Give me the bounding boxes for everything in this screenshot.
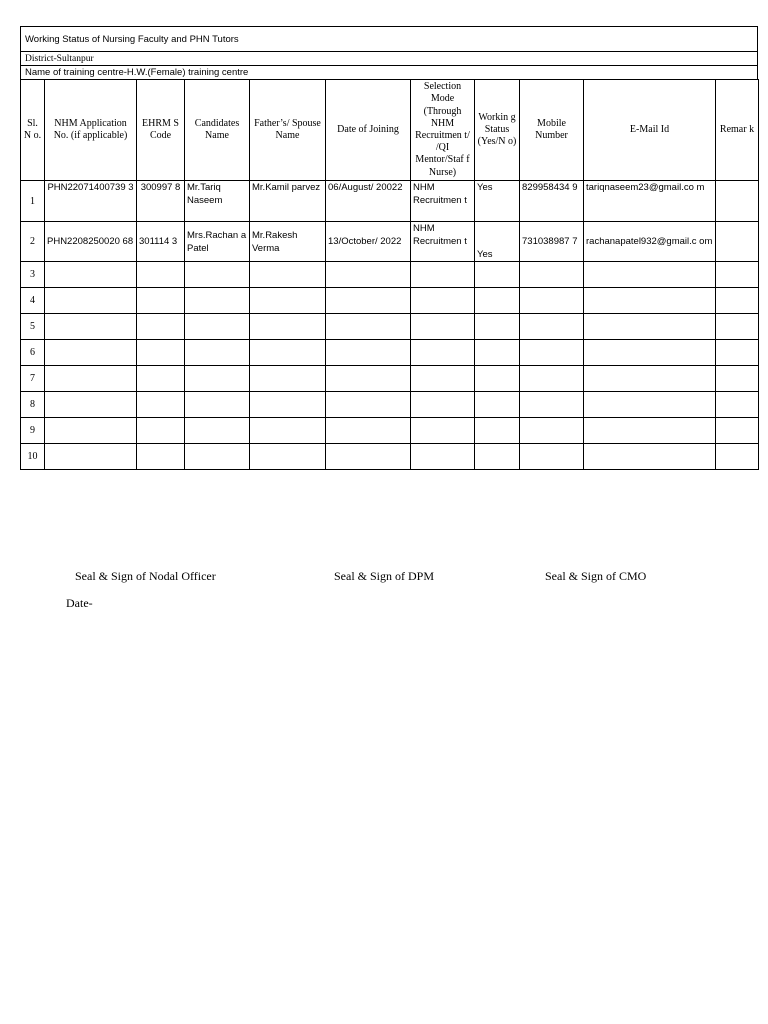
col-header-father-spouse-name: Father’s/ Spouse Name bbox=[250, 80, 326, 181]
table-row bbox=[21, 288, 759, 314]
cell-date-of-joining: 13/October/ 2022 bbox=[326, 222, 411, 262]
col-header-date-of-joining: Date of Joining bbox=[326, 80, 411, 181]
cell-sl-no: 1 bbox=[21, 181, 45, 222]
cell-ehrms-code: 301114 3 bbox=[137, 222, 185, 262]
table-row bbox=[21, 181, 759, 222]
col-header-candidate-name: Candidates Name bbox=[185, 80, 250, 181]
col-header-application-no: NHM Application No. (if applicable) bbox=[45, 80, 137, 181]
district-label: District-Sultanpur bbox=[20, 51, 758, 65]
cell-sl-no: 2 bbox=[21, 222, 45, 262]
cell-remark bbox=[716, 181, 759, 222]
col-header-mobile-number: Mobile Number bbox=[520, 80, 584, 181]
col-header-selection-mode: Selection Mode (Through NHM Recruitmen t/ /QI Mentor/Staf f Nurse) bbox=[411, 80, 475, 181]
table-row bbox=[21, 340, 759, 366]
cmo-signature-label: Seal & Sign of CMO bbox=[545, 569, 647, 583]
cell-mobile-number: 829958434 9 bbox=[520, 181, 584, 222]
col-header-email-id: E-Mail Id bbox=[584, 80, 716, 181]
col-header-remark: Remar k bbox=[716, 80, 759, 181]
cell-application-no: PHN2208250020 68 bbox=[45, 222, 137, 262]
table-row bbox=[21, 444, 759, 470]
report-sheet bbox=[20, 26, 758, 470]
cell-father-name: Mr.Kamil parvez bbox=[250, 181, 326, 222]
table-row bbox=[21, 262, 759, 288]
cell-application-no: PHN22071400739 3 bbox=[45, 181, 137, 222]
faculty-status-table bbox=[20, 79, 759, 470]
table-row bbox=[21, 392, 759, 418]
cell-working-status: Yes bbox=[475, 222, 520, 262]
cell-working-status: Yes bbox=[475, 181, 520, 222]
date-label: Date- bbox=[66, 596, 93, 610]
cell-sl-no: 10 bbox=[21, 444, 45, 470]
cell-sl-no: 9 bbox=[21, 418, 45, 444]
cell-remark bbox=[716, 222, 759, 262]
cell-sl-no: 4 bbox=[21, 288, 45, 314]
table-header-row bbox=[21, 80, 759, 181]
cell-candidate-name: Mrs.Rachan a Patel bbox=[185, 222, 250, 262]
col-header-working-status: Workin g Status (Yes/N o) bbox=[475, 80, 520, 181]
cell-selection-mode: NHM Recruitmen t bbox=[411, 222, 475, 262]
cell-mobile-number: 731038987 7 bbox=[520, 222, 584, 262]
cell-sl-no: 7 bbox=[21, 366, 45, 392]
table-row bbox=[21, 418, 759, 444]
table-row bbox=[21, 314, 759, 340]
cell-selection-mode: NHM Recruitmen t bbox=[411, 181, 475, 222]
cell-sl-no: 5 bbox=[21, 314, 45, 340]
table-row bbox=[21, 222, 759, 262]
cell-email: tariqnaseem23@gmail.co m bbox=[584, 181, 716, 222]
cell-sl-no: 8 bbox=[21, 392, 45, 418]
report-title: Working Status of Nursing Faculty and PHN Tutors bbox=[20, 26, 758, 51]
training-centre-label: Name of training centre-H.W.(Female) training centre bbox=[20, 65, 758, 79]
col-header-ehrms-code: EHRM S Code bbox=[137, 80, 185, 181]
cell-sl-no: 3 bbox=[21, 262, 45, 288]
col-header-sl-no: Sl. N o. bbox=[21, 80, 45, 181]
cell-father-name: Mr.Rakesh Verma bbox=[250, 222, 326, 262]
nodal-officer-signature-label: Seal & Sign of Nodal Officer bbox=[75, 569, 216, 583]
cell-date-of-joining: 06/August/ 20022 bbox=[326, 181, 411, 222]
cell-ehrms-code: 300997 8 bbox=[137, 181, 185, 222]
dpm-signature-label: Seal & Sign of DPM bbox=[334, 569, 435, 583]
cell-email: rachanapatel932@gmail.c om bbox=[584, 222, 716, 262]
cell-candidate-name: Mr.Tariq Naseem bbox=[185, 181, 250, 222]
cell-sl-no: 6 bbox=[21, 340, 45, 366]
table-row bbox=[21, 366, 759, 392]
